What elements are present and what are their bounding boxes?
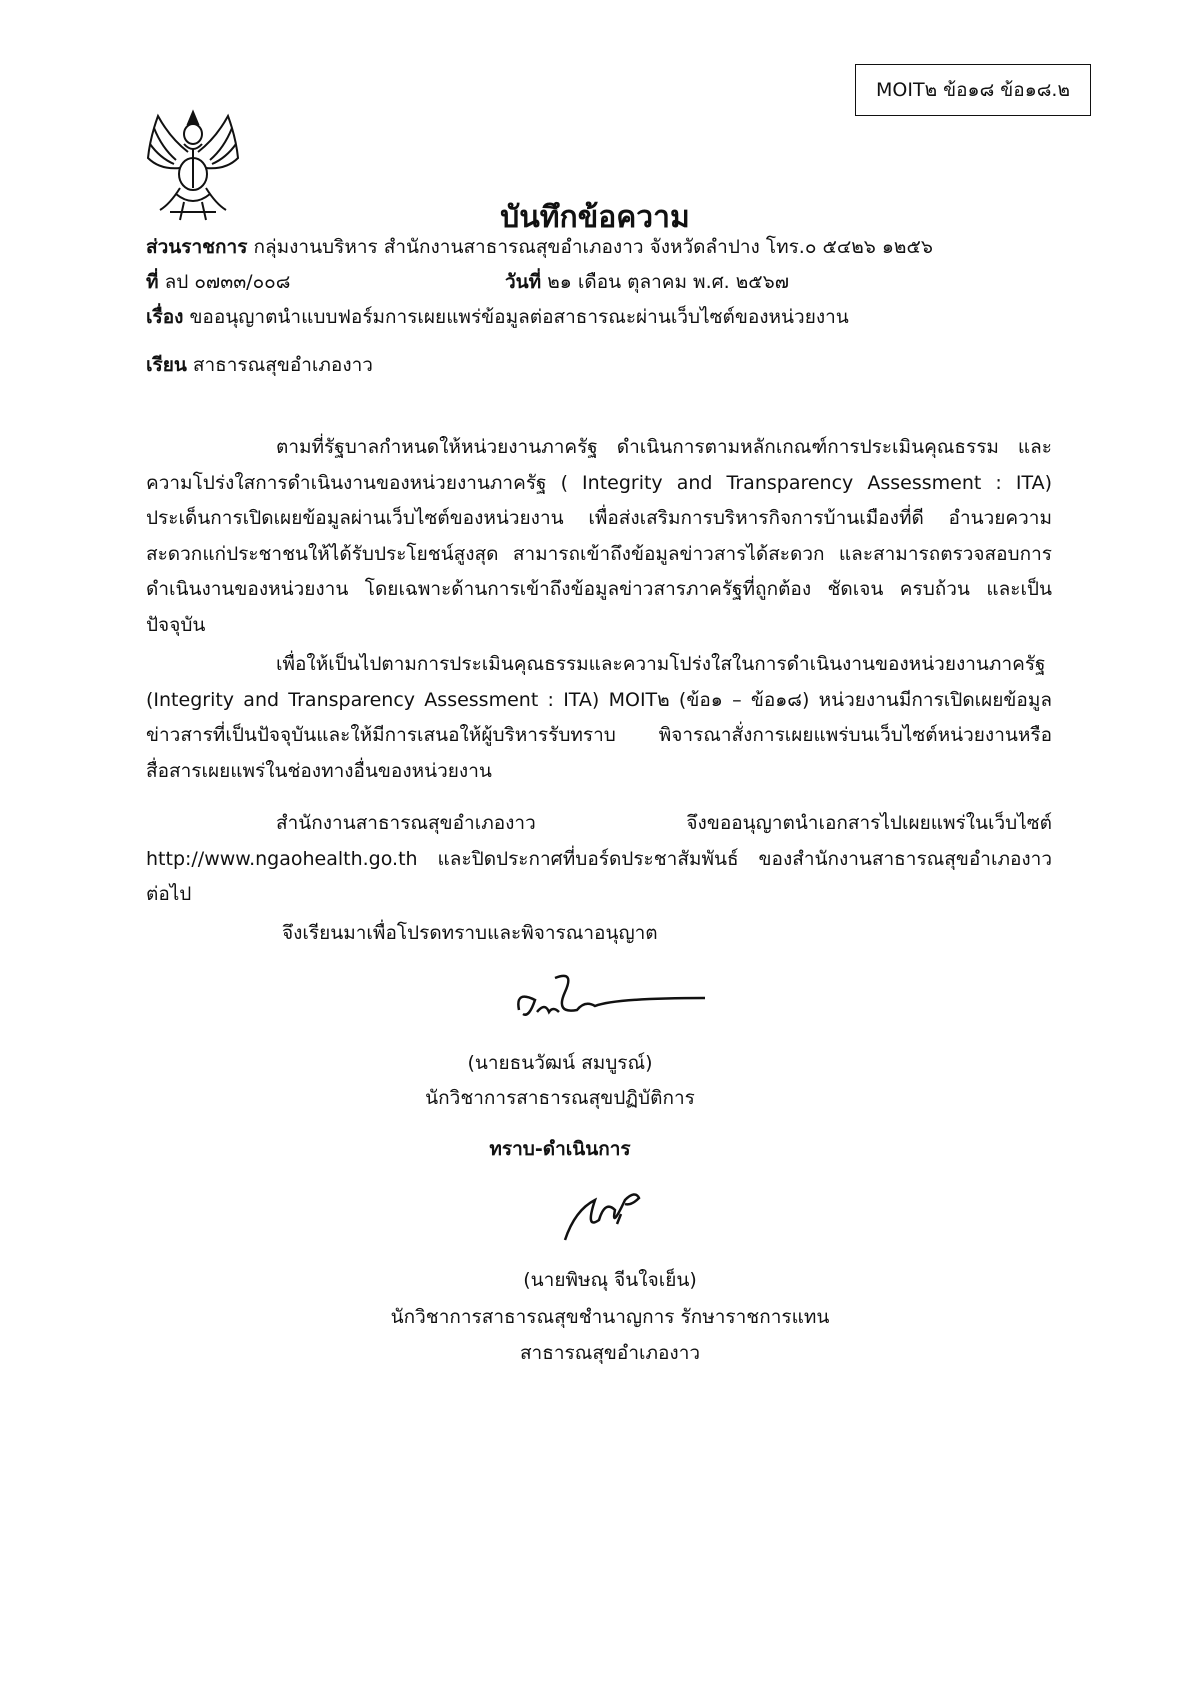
signer-2-name: (นายพิษณุ จีนใจเย็น)	[523, 1269, 697, 1291]
number-label: ที่	[146, 271, 159, 293]
acknowledge-text: ทราบ-ดำเนินการ	[489, 1138, 631, 1160]
number-line	[146, 267, 290, 297]
body-paragraph-1: ตามที่รัฐบาลกำหนดให้หน่วยงานภาครัฐ ดำเนินการตามหลักเกณฑ์การประเมินคุณธรรม และความโปร่งใสการดำเนินงานของหน่วยงานภาครัฐ ( Integrity and Transparency Assessment : ITA) ประเด็นการเปิดเผยข้อมูลผ่านเว็บไซต์ของหน่วยงาน เพื่อส่งเสริมการบริหารกิจการบ้านเมืองที่ดี อำนวยความสะดวกแก่ประชาชนให้ได้รับประโยชน์สูงสุด สามารถเข้าถึงข้อมูลข่าวสารได้สะดวก และสามารถตรวจสอบการดำเนินงานของหน่วยงาน โดยเฉพาะด้านการเข้าถึงข้อมูลข่าวสารภาครัฐที่ถูกต้อง ชัดเจน ครบถ้วน และเป็นปัจจุบัน	[146, 436, 1052, 636]
date-value: ๒๑ เดือน ตุลาคม พ.ศ. ๒๕๖๗	[547, 271, 790, 293]
memo-title: บันทึกข้อความ	[500, 200, 690, 235]
to-label: เรียน	[146, 354, 187, 376]
signature-2-icon	[555, 1180, 655, 1250]
subject-label: เรื่อง	[146, 306, 184, 328]
body-paragraph-2: เพื่อให้เป็นไปตามการประเมินคุณธรรมและความโปร่งใสในการดำเนินงานของหน่วยงานภาครัฐ (Integrity and Transparency Assessment : ITA) MOIT๒ (ข้อ๑ – ข้อ๑๘) หน่วยงานมีการเปิดเผยข้อมูลข่าวสารที่เป็นปัจจุบันและให้มีการเสนอให้ผู้บริหารรับทราบ พิจารณาสั่งการเผยแพร่บนเว็บไซต์หน่วยงานหรือสื่อสารเผยแพร่ในช่องทางอื่นของหน่วยงาน	[146, 653, 1052, 782]
to-line	[146, 350, 373, 380]
date-line	[505, 267, 789, 297]
agency-label: ส่วนราชการ	[146, 236, 248, 258]
subject-value: ขออนุญาตนำแบบฟอร์มการเผยแพร่ข้อมูลต่อสาธารณะผ่านเว็บไซต์ของหน่วยงาน	[189, 306, 849, 328]
signer-1-name: (นายธนวัฒน์ สมบูรณ์)	[467, 1052, 653, 1074]
agency-value: กลุ่มงานบริหาร สำนักงานสาธารณสุขอำเภองาว จังหวัดลำปาง โทร.๐ ๕๔๒๖ ๑๒๕๖	[253, 236, 933, 258]
to-value: สาธารณสุขอำเภองาว	[192, 354, 373, 376]
agency-line	[146, 232, 933, 262]
date-label: วันที่	[505, 271, 542, 293]
body-paragraph-3: สำนักงานสาธารณสุขอำเภองาว จึงขออนุญาตนำเอกสารไปเผยแพร่ในเว็บไซต์ http://www.ngaohealth.go.th และปิดประกาศที่บอร์ดประชาสัมพันธ์ ของสำนักงานสาธารณสุขอำเภองาว ต่อไป	[146, 812, 1052, 905]
signer-2-position-2: สาธารณสุขอำเภองาว	[519, 1342, 701, 1364]
closing-line: จึงเรียนมาเพื่อโปรดทราบและพิจารณาอนุญาต	[282, 922, 658, 944]
reference-box: MOIT๒ ข้อ๑๘ ข้อ๑๘.๒	[855, 64, 1091, 116]
number-value: ลป ๐๗๓๓/๐๐๘	[164, 271, 291, 293]
subject-line	[146, 302, 849, 332]
signature-1-icon	[515, 970, 715, 1030]
signer-2-position: นักวิชาการสาธารณสุขชำนาญการ รักษาราชการแทน	[390, 1306, 830, 1328]
signer-1-position: นักวิชาการสาธารณสุขปฏิบัติการ	[425, 1087, 695, 1109]
